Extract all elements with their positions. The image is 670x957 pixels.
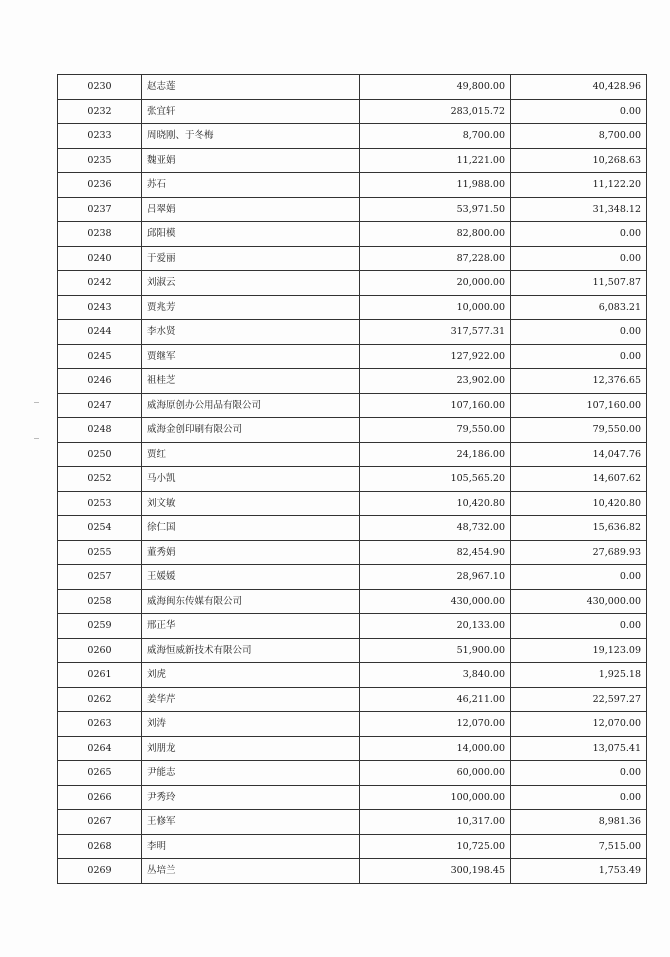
row-amount-2: 22,597.27 (511, 687, 647, 712)
row-code: 0259 (58, 614, 142, 639)
row-amount-2: 8,981.36 (511, 810, 647, 835)
row-name: 周晓刚、于冬梅 (142, 124, 360, 149)
row-amount-1: 100,000.00 (360, 785, 511, 810)
row-code: 0252 (58, 467, 142, 492)
row-code: 0268 (58, 834, 142, 859)
row-amount-1: 105,565.20 (360, 467, 511, 492)
table-row (58, 859, 647, 884)
row-amount-2: 15,636.82 (511, 516, 647, 541)
row-code: 0261 (58, 663, 142, 688)
row-amount-1: 79,550.00 (360, 418, 511, 443)
table-row (58, 197, 647, 222)
row-amount-1: 8,700.00 (360, 124, 511, 149)
row-amount-1: 53,971.50 (360, 197, 511, 222)
row-code: 0264 (58, 736, 142, 761)
table-row (58, 124, 647, 149)
row-amount-2: 6,083.21 (511, 295, 647, 320)
row-name: 贾继军 (142, 344, 360, 369)
row-amount-1: 23,902.00 (360, 369, 511, 394)
row-name: 刘朋龙 (142, 736, 360, 761)
row-amount-2: 31,348.12 (511, 197, 647, 222)
row-code: 0262 (58, 687, 142, 712)
row-code: 0253 (58, 491, 142, 516)
row-code: 0267 (58, 810, 142, 835)
row-amount-2: 12,376.65 (511, 369, 647, 394)
row-amount-2: 7,515.00 (511, 834, 647, 859)
row-amount-2: 19,123.09 (511, 638, 647, 663)
ledger-table (57, 74, 647, 884)
row-code: 0254 (58, 516, 142, 541)
table-row (58, 393, 647, 418)
row-name: 丛培兰 (142, 859, 360, 884)
row-code: 0243 (58, 295, 142, 320)
row-amount-1: 317,577.31 (360, 320, 511, 345)
row-amount-1: 48,732.00 (360, 516, 511, 541)
row-code: 0247 (58, 393, 142, 418)
row-name: 李水贤 (142, 320, 360, 345)
table-row (58, 344, 647, 369)
row-name: 威海金创印刷有限公司 (142, 418, 360, 443)
table-row (58, 785, 647, 810)
table-row (58, 246, 647, 271)
row-amount-1: 28,967.10 (360, 565, 511, 590)
row-amount-1: 60,000.00 (360, 761, 511, 786)
row-amount-1: 10,420.80 (360, 491, 511, 516)
row-code: 0257 (58, 565, 142, 590)
row-amount-1: 12,070.00 (360, 712, 511, 737)
row-amount-2: 0.00 (511, 222, 647, 247)
row-amount-2: 10,268.63 (511, 148, 647, 173)
table-row (58, 638, 647, 663)
margin-mark (34, 438, 39, 439)
row-name: 徐仁国 (142, 516, 360, 541)
row-amount-2: 0.00 (511, 614, 647, 639)
row-name: 于爱丽 (142, 246, 360, 271)
row-name: 威海闽东传媒有限公司 (142, 589, 360, 614)
ledger-table-body (58, 75, 647, 884)
row-name: 魏亚娟 (142, 148, 360, 173)
row-amount-1: 10,000.00 (360, 295, 511, 320)
row-amount-2: 0.00 (511, 99, 647, 124)
row-code: 0238 (58, 222, 142, 247)
row-amount-1: 430,000.00 (360, 589, 511, 614)
row-amount-2: 0.00 (511, 320, 647, 345)
row-amount-1: 11,221.00 (360, 148, 511, 173)
margin-mark (34, 402, 39, 403)
row-name: 刘淑云 (142, 271, 360, 296)
row-name: 董秀娟 (142, 540, 360, 565)
row-code: 0263 (58, 712, 142, 737)
row-name: 王媛媛 (142, 565, 360, 590)
row-name: 邢正华 (142, 614, 360, 639)
row-code: 0240 (58, 246, 142, 271)
row-amount-2: 107,160.00 (511, 393, 647, 418)
row-code: 0258 (58, 589, 142, 614)
row-amount-1: 3,840.00 (360, 663, 511, 688)
row-amount-1: 10,725.00 (360, 834, 511, 859)
row-name: 刘虎 (142, 663, 360, 688)
table-row (58, 173, 647, 198)
row-name: 威海原创办公用品有限公司 (142, 393, 360, 418)
row-name: 赵志莲 (142, 75, 360, 100)
table-row (58, 491, 647, 516)
row-code: 0246 (58, 369, 142, 394)
row-name: 王修军 (142, 810, 360, 835)
table-row (58, 295, 647, 320)
row-amount-2: 0.00 (511, 344, 647, 369)
row-amount-2: 0.00 (511, 785, 647, 810)
row-name: 威海恒威新技术有限公司 (142, 638, 360, 663)
row-amount-1: 82,800.00 (360, 222, 511, 247)
row-amount-1: 20,000.00 (360, 271, 511, 296)
row-amount-1: 300,198.45 (360, 859, 511, 884)
table-row (58, 540, 647, 565)
row-amount-2: 14,607.62 (511, 467, 647, 492)
table-row (58, 516, 647, 541)
row-name: 刘文敏 (142, 491, 360, 516)
row-code: 0236 (58, 173, 142, 198)
row-name: 贾兆芳 (142, 295, 360, 320)
row-code: 0244 (58, 320, 142, 345)
row-amount-2: 10,420.80 (511, 491, 647, 516)
row-name: 刘涛 (142, 712, 360, 737)
row-code: 0237 (58, 197, 142, 222)
table-row (58, 687, 647, 712)
row-code: 0233 (58, 124, 142, 149)
row-code: 0248 (58, 418, 142, 443)
row-code: 0269 (58, 859, 142, 884)
row-amount-1: 20,133.00 (360, 614, 511, 639)
table-row (58, 369, 647, 394)
table-row (58, 320, 647, 345)
row-code: 0242 (58, 271, 142, 296)
row-amount-1: 10,317.00 (360, 810, 511, 835)
row-name: 尹能志 (142, 761, 360, 786)
row-name: 贾红 (142, 442, 360, 467)
row-amount-2: 0.00 (511, 565, 647, 590)
row-code: 0232 (58, 99, 142, 124)
table-row (58, 418, 647, 443)
table-row (58, 442, 647, 467)
table-row (58, 222, 647, 247)
row-amount-1: 46,211.00 (360, 687, 511, 712)
row-amount-2: 8,700.00 (511, 124, 647, 149)
row-name: 苏石 (142, 173, 360, 198)
row-name: 邱阳模 (142, 222, 360, 247)
row-name: 尹秀玲 (142, 785, 360, 810)
row-amount-2: 40,428.96 (511, 75, 647, 100)
row-amount-1: 82,454.90 (360, 540, 511, 565)
row-name: 马小凯 (142, 467, 360, 492)
row-amount-2: 0.00 (511, 246, 647, 271)
table-row (58, 761, 647, 786)
table-row (58, 834, 647, 859)
row-amount-2: 79,550.00 (511, 418, 647, 443)
row-amount-1: 107,160.00 (360, 393, 511, 418)
row-amount-1: 283,015.72 (360, 99, 511, 124)
row-code: 0245 (58, 344, 142, 369)
row-amount-2: 1,925.18 (511, 663, 647, 688)
table-row (58, 565, 647, 590)
row-amount-1: 24,186.00 (360, 442, 511, 467)
table-row (58, 810, 647, 835)
row-code: 0250 (58, 442, 142, 467)
row-amount-2: 430,000.00 (511, 589, 647, 614)
row-amount-2: 11,507.87 (511, 271, 647, 296)
table-row (58, 271, 647, 296)
row-amount-2: 14,047.76 (511, 442, 647, 467)
row-name: 姜华芹 (142, 687, 360, 712)
table-row (58, 467, 647, 492)
row-amount-2: 1,753.49 (511, 859, 647, 884)
row-name: 张宜轩 (142, 99, 360, 124)
row-name: 吕翠娟 (142, 197, 360, 222)
row-amount-1: 49,800.00 (360, 75, 511, 100)
table-row (58, 614, 647, 639)
row-amount-2: 12,070.00 (511, 712, 647, 737)
row-code: 0260 (58, 638, 142, 663)
row-code: 0266 (58, 785, 142, 810)
row-amount-2: 11,122.20 (511, 173, 647, 198)
table-row (58, 75, 647, 100)
row-amount-2: 27,689.93 (511, 540, 647, 565)
row-amount-1: 11,988.00 (360, 173, 511, 198)
table-row (58, 99, 647, 124)
row-amount-1: 127,922.00 (360, 344, 511, 369)
row-code: 0235 (58, 148, 142, 173)
row-amount-2: 13,075.41 (511, 736, 647, 761)
row-name: 祖桂芝 (142, 369, 360, 394)
row-code: 0255 (58, 540, 142, 565)
row-amount-1: 51,900.00 (360, 638, 511, 663)
table-row (58, 736, 647, 761)
table-row (58, 663, 647, 688)
row-amount-1: 87,228.00 (360, 246, 511, 271)
row-amount-2: 0.00 (511, 761, 647, 786)
table-row (58, 712, 647, 737)
table-row (58, 589, 647, 614)
row-code: 0265 (58, 761, 142, 786)
row-amount-1: 14,000.00 (360, 736, 511, 761)
table-row (58, 148, 647, 173)
row-name: 李明 (142, 834, 360, 859)
row-code: 0230 (58, 75, 142, 100)
